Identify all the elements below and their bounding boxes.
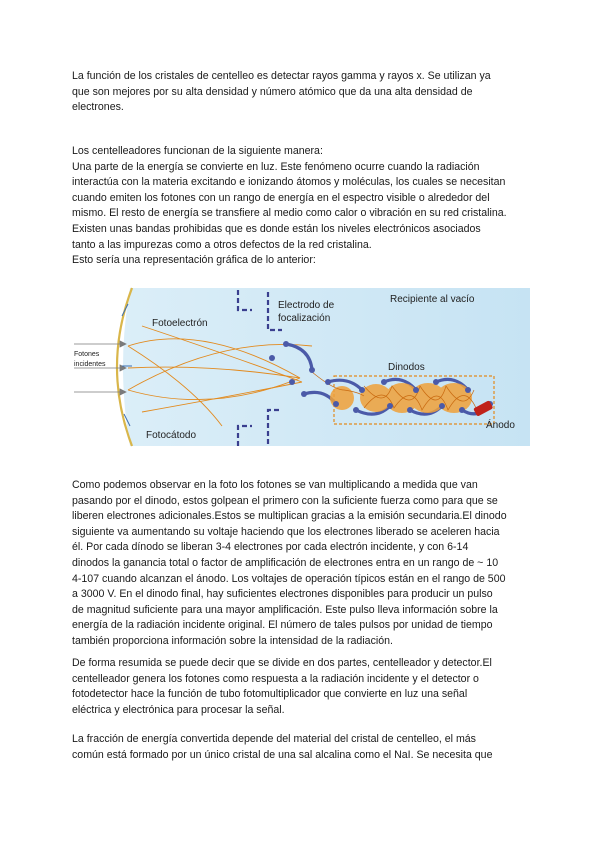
- photomultiplier-svg: [72, 286, 532, 448]
- text-line: interactúa con la materia excitando e ionizando átomos y moléculas, los cuales se necesitan: [72, 176, 506, 189]
- text-line: La fracción de energía convertida depende del material del cristal de centelleo, el más: [72, 733, 476, 745]
- photomultiplier-diagram: [72, 286, 532, 448]
- text-line: Esto sería una representación gráfica de lo anterior:: [72, 254, 316, 267]
- text-line: tanto a las impurezas como a otros defectos de la red cristalina.: [72, 238, 372, 251]
- text-line: mismo. El resto de energía se transfiere al medio como calor o vibración en su red cristalina.: [72, 207, 507, 220]
- text-line: también proporciona información sobre la intensidad de la radiación.: [72, 634, 393, 647]
- text-line: siguiente va aumentando su voltaje haciendo que los electrones liberado se aceleren hacia: [72, 525, 500, 538]
- text-line: electrones.: [72, 101, 124, 114]
- label-anodo: Ánodo: [486, 420, 515, 431]
- label-fotones: Fotones: [74, 351, 100, 358]
- text-line: común está formado por un único cristal de una sal alcalina como el NaI. Se necesita que: [72, 748, 493, 761]
- text-line: fotodetector hace la función de tubo fotomultiplicador que convierte en luz una señal: [72, 688, 468, 701]
- label-fotoelectron: Fotoelectrón: [152, 318, 208, 329]
- text-line: a 3000 V. En el dinodo final, hay suficientes electrones disponibles para producir un pulso: [72, 588, 493, 601]
- text-line: cuando emiten los fotones con un rango de energía en el espectro visible o alrededor del: [72, 191, 490, 204]
- text-line: que son mejores por su alta densidad y número atómico que da una alta densidad de: [72, 85, 473, 98]
- text-line: energía de la radiación incidente original. El número de tales pulsos por unidad de tiempo: [72, 619, 493, 632]
- paragraph-summary: [72, 656, 532, 718]
- text-line: pasando por el dinodo, estos golpean el primero con la suficiente fuerza como para que se: [72, 494, 498, 507]
- text-line: eléctrica y electrónica para procesar la señal.: [72, 703, 285, 716]
- label-fotocatodo: Fotocátodo: [146, 430, 197, 441]
- text-line: Existen unas bandas prohibidas que es donde están los niveles electrónicos asociados: [72, 222, 481, 235]
- label-incidentes: incidentes: [74, 361, 106, 368]
- label-focalizacion: focalización: [278, 313, 331, 324]
- text-line: De forma resumida se puede decir que se divide en dos partes, centelleador y detector.El: [72, 657, 492, 669]
- paragraph-energy-fraction: [72, 732, 532, 763]
- label-electrodo: Electrodo de: [278, 300, 335, 311]
- text-line: La función de los cristales de centelleo es detectar rayos gamma y rayos x. Se utilizan ya: [72, 70, 491, 82]
- paragraph-scintillator-operation: [72, 144, 532, 269]
- text-line: liberen electrones adicionales.Estos se multiplican gracias a la emisión secundaria.El dinodo: [72, 510, 507, 523]
- label-recipiente: Recipiente al vacío: [390, 294, 475, 305]
- label-dinodos: Dinodos: [388, 362, 425, 373]
- paragraph-dynode-explanation: [72, 478, 532, 650]
- text-line: él. Por cada dínodo se liberan 3-4 electrones por cada electrón incidente, y con 6-14: [72, 541, 469, 554]
- text-line: centelleador genera los fotones como respuesta a la radiación incidente y el detector o: [72, 672, 479, 685]
- text-line: dinodos la ganancia total o factor de amplificación de electrones entra en un rango de ~ 10: [72, 556, 499, 569]
- text-line: Como podemos observar en la foto los fotones se van multiplicando a medida que van: [72, 479, 478, 491]
- text-line: 4-107 cuando alcanzan el ánodo. Los voltajes de operación típicos están en el rango de 500: [72, 572, 506, 585]
- text-line: Una parte de la energía se convierte en luz. Este fenómeno ocurre cuando la radiación: [72, 160, 480, 173]
- paragraph-scintillator-function: [72, 69, 532, 116]
- text-line: de magnitud suficiente para una mayor amplificación. Este pulso lleva información sobre la: [72, 603, 498, 616]
- text-line: Los centelleadores funcionan de la siguiente manera:: [72, 145, 323, 157]
